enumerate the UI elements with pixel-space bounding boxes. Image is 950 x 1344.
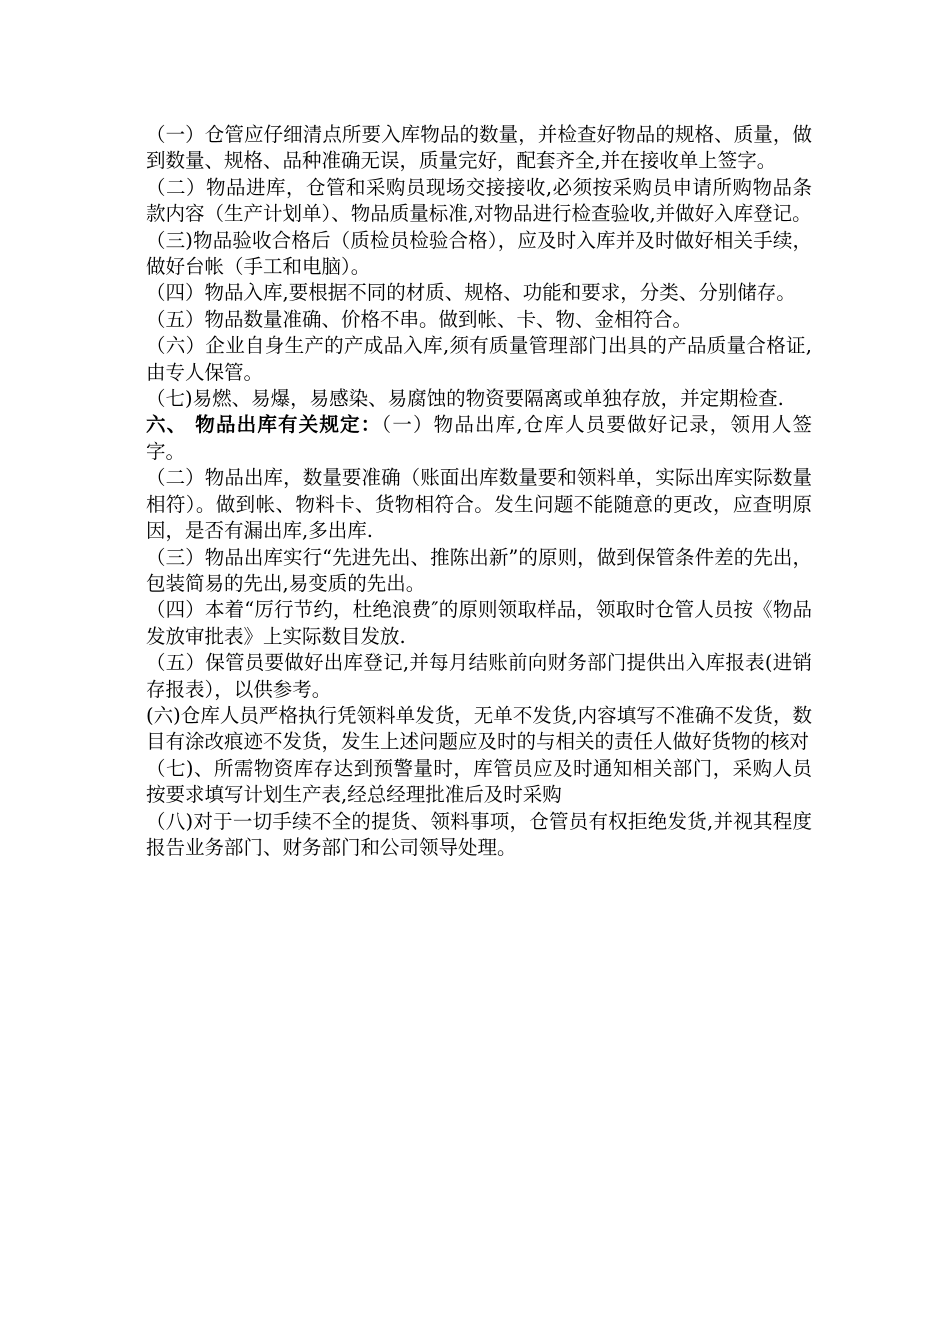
document-body [146, 122, 812, 861]
paragraph-2: （二）物品进库，仓管和采购员现场交接接收,必须按采购员申请所购物品条款内容（生产计划单）、物品质量标准,对物品进行检查验收,并做好入库登记。 [146, 175, 812, 226]
paragraph-6: （六）企业自身生产的产成品入库,须有质量管理部门出具的产品质量合格证,由专人保管。 [146, 334, 812, 384]
outbound-paragraph-4: （四）本着“厉行节约，杜绝浪费″的原则领取样品，领取时仓管人员按《物品发放审批表》上实际数目发放. [146, 598, 812, 648]
outbound-paragraph-3: （三）物品出库实行“先进先出、推陈出新”的原则，做到保管条件差的先出，包装简易的先出,易变质的先出。 [146, 545, 812, 595]
outbound-paragraph-8: （八)对于一切手续不全的提货、领料事项，仓管员有权拒绝发货,并视其程度报告业务部门、财务部门和公司领导处理。 [146, 809, 812, 859]
section-6-paragraph [146, 412, 812, 465]
outbound-paragraph-6: (六)仓库人员严格执行凭领料单发货，无单不发货,内容填写不准确不发货，数目有涂改痕迹不发货，发生上述问题应及时的与相关的责任人做好货物的核对 [146, 703, 812, 754]
paragraph-7: （七)易燃、易爆，易感染、易腐蚀的物资要隔离或单独存放，并定期检查. [146, 387, 784, 411]
outbound-paragraph-5: （五）保管员要做好出库登记,并每月结账前向财务部门提供出入库报表(进销存报表），以供参考。 [146, 651, 812, 701]
paragraph-5: （五）物品数量准确、价格不串。做到帐、卡、物、金相符合。 [146, 307, 693, 331]
section-6-first-item: （一）物品出库,仓库人员要做好记录，领用人签字。 [146, 413, 812, 463]
outbound-paragraph-2: （二）物品出库，数量要准确（账面出库数量要和领料单，实际出库实际数量相符）。做到帐、物料卡、货物相符合。发生问题不能随意的更改，应查明原因，是否有漏出库,多出库. [146, 466, 812, 543]
paragraph-3: （三)物品验收合格后（质检员检验合格），应及时入库并及时做好相关手续，做好台帐（手工和电脑）。 [146, 228, 812, 279]
outbound-paragraph-7: （七)、所需物资库存达到预警量时，库管员应及时通知相关部门，采购人员按要求填写计划生产表,经总经理批准后及时采购 [146, 756, 812, 807]
paragraph-1: （一）仓管应仔细清点所要入库物品的数量，并检查好物品的规格、质量，做到数量、规格、品种准确无误，质量完好，配套齐全,并在接收单上签字。 [146, 123, 812, 173]
paragraph-4: （四）物品入库,要根据不同的材质、规格、功能和要求，分类、分别储存。 [146, 281, 796, 305]
section-6-heading: 六、 物品出库有关规定： [146, 413, 382, 437]
